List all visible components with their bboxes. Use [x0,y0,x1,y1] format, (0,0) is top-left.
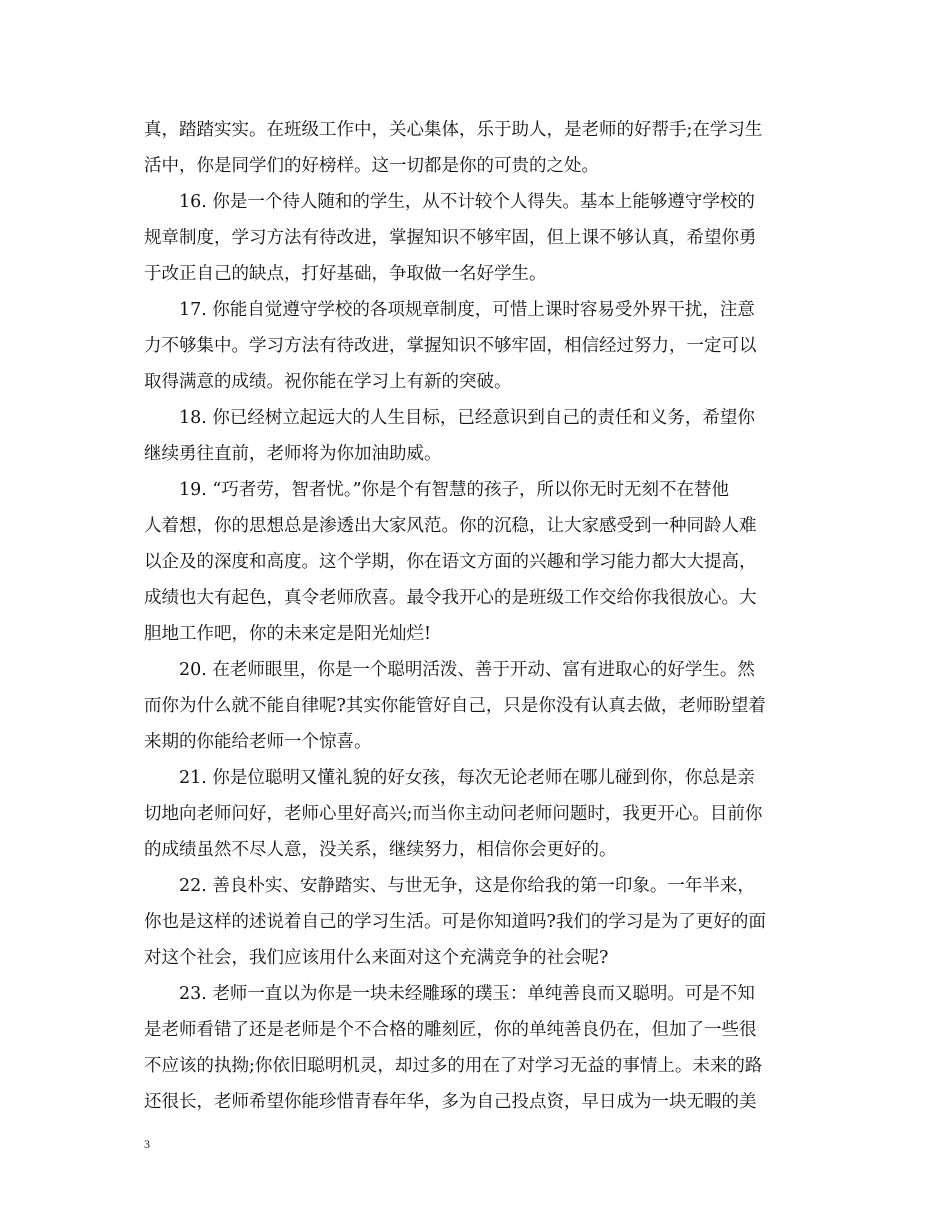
text-line: 对这个社会，我们应该用什么来面对这个充满竞争的社会呢? [144,948,609,968]
text-line: 人着想，你的思想总是渗透出大家风范。你的沉稳，让大家感受到一种同龄人难 [144,516,757,536]
text-line: 取得满意的成绩。祝你能在学习上有新的突破。 [144,372,512,392]
text-line: 真，踏踏实实。在班级工作中，关心集体，乐于助人，是老师的好帮手;在学习生 [144,120,763,140]
text-line: 19. “巧者劳，智者忧。”你是个有智慧的孩子，所以你无时无刻不在替他 [179,480,730,500]
text-line: 而你为什么就不能自律呢?其实你能管好自己，只是你没有认真去做，老师盼望着 [144,696,766,716]
text-line: 还很长，老师希望你能珍惜青春年华，多为自己投点资，早日成为一块无暇的美 [144,1092,757,1112]
text-line: 20. 在老师眼里，你是一个聪明活泼、善于开动、富有进取心的好学生。然 [179,660,755,680]
text-line: 的成绩虽然不尽人意，没关系，继续努力，相信你会更好的。 [144,840,617,860]
text-line: 23. 老师一直以为你是一块未经雕琢的璞玉：单纯善良而又聪明。可是不知 [179,984,755,1004]
text-line: 胆地工作吧，你的未来定是阳光灿烂! [144,624,432,644]
text-line: 力不够集中。学习方法有待改进，掌握知识不够牢固，相信经过努力，一定可以 [144,336,757,356]
text-line: 17. 你能自觉遵守学校的各项规章制度，可惜上课时容易受外界干扰，注意 [179,300,755,320]
page-number: 3 [144,1137,150,1151]
text-line: 以企及的深度和高度。这个学期，你在语文方面的兴趣和学习能力都大大提高， [144,552,757,572]
text-line: 活中，你是同学们的好榜样。这一切都是你的可贵的之处。 [144,156,599,176]
text-line: 是老师看错了还是老师是个不合格的雕刻匠，你的单纯善良仍在，但加了一些很 [144,1020,757,1040]
text-line: 成绩也大有起色，真令老师欣喜。最令我开心的是班级工作交给你我很放心。大 [144,588,757,608]
text-line: 你也是这样的述说着自己的学习生活。可是你知道吗?我们的学习是为了更好的面 [144,912,766,932]
text-line: 规章制度，学习方法有待改进，掌握知识不够牢固，但上课不够认真，希望你勇 [144,228,757,248]
text-line: 来期的你能给老师一个惊喜。 [144,732,372,752]
text-line: 不应该的执拗;你依旧聪明机灵，却过多的用在了对学习无益的事情上。未来的路 [144,1056,763,1076]
text-line: 切地向老师问好，老师心里好高兴;而当你主动问老师问题时，我更开心。目前你 [144,804,763,824]
text-line: 22. 善良朴实、安静踏实、与世无争，这是你给我的第一印象。一年半来， [179,876,755,896]
text-line: 继续勇往直前，老师将为你加油助威。 [144,444,442,464]
text-line: 21. 你是位聪明又懂礼貌的好女孩，每次无论老师在哪儿碰到你，你总是亲 [179,768,755,788]
text-line: 18. 你已经树立起远大的人生目标，已经意识到自己的责任和义务，希望你 [179,408,755,428]
text-line: 16. 你是一个待人随和的学生，从不计较个人得失。基本上能够遵守学校的 [179,192,755,212]
text-line: 于改正自己的缺点，打好基础，争取做一名好学生。 [144,264,547,284]
